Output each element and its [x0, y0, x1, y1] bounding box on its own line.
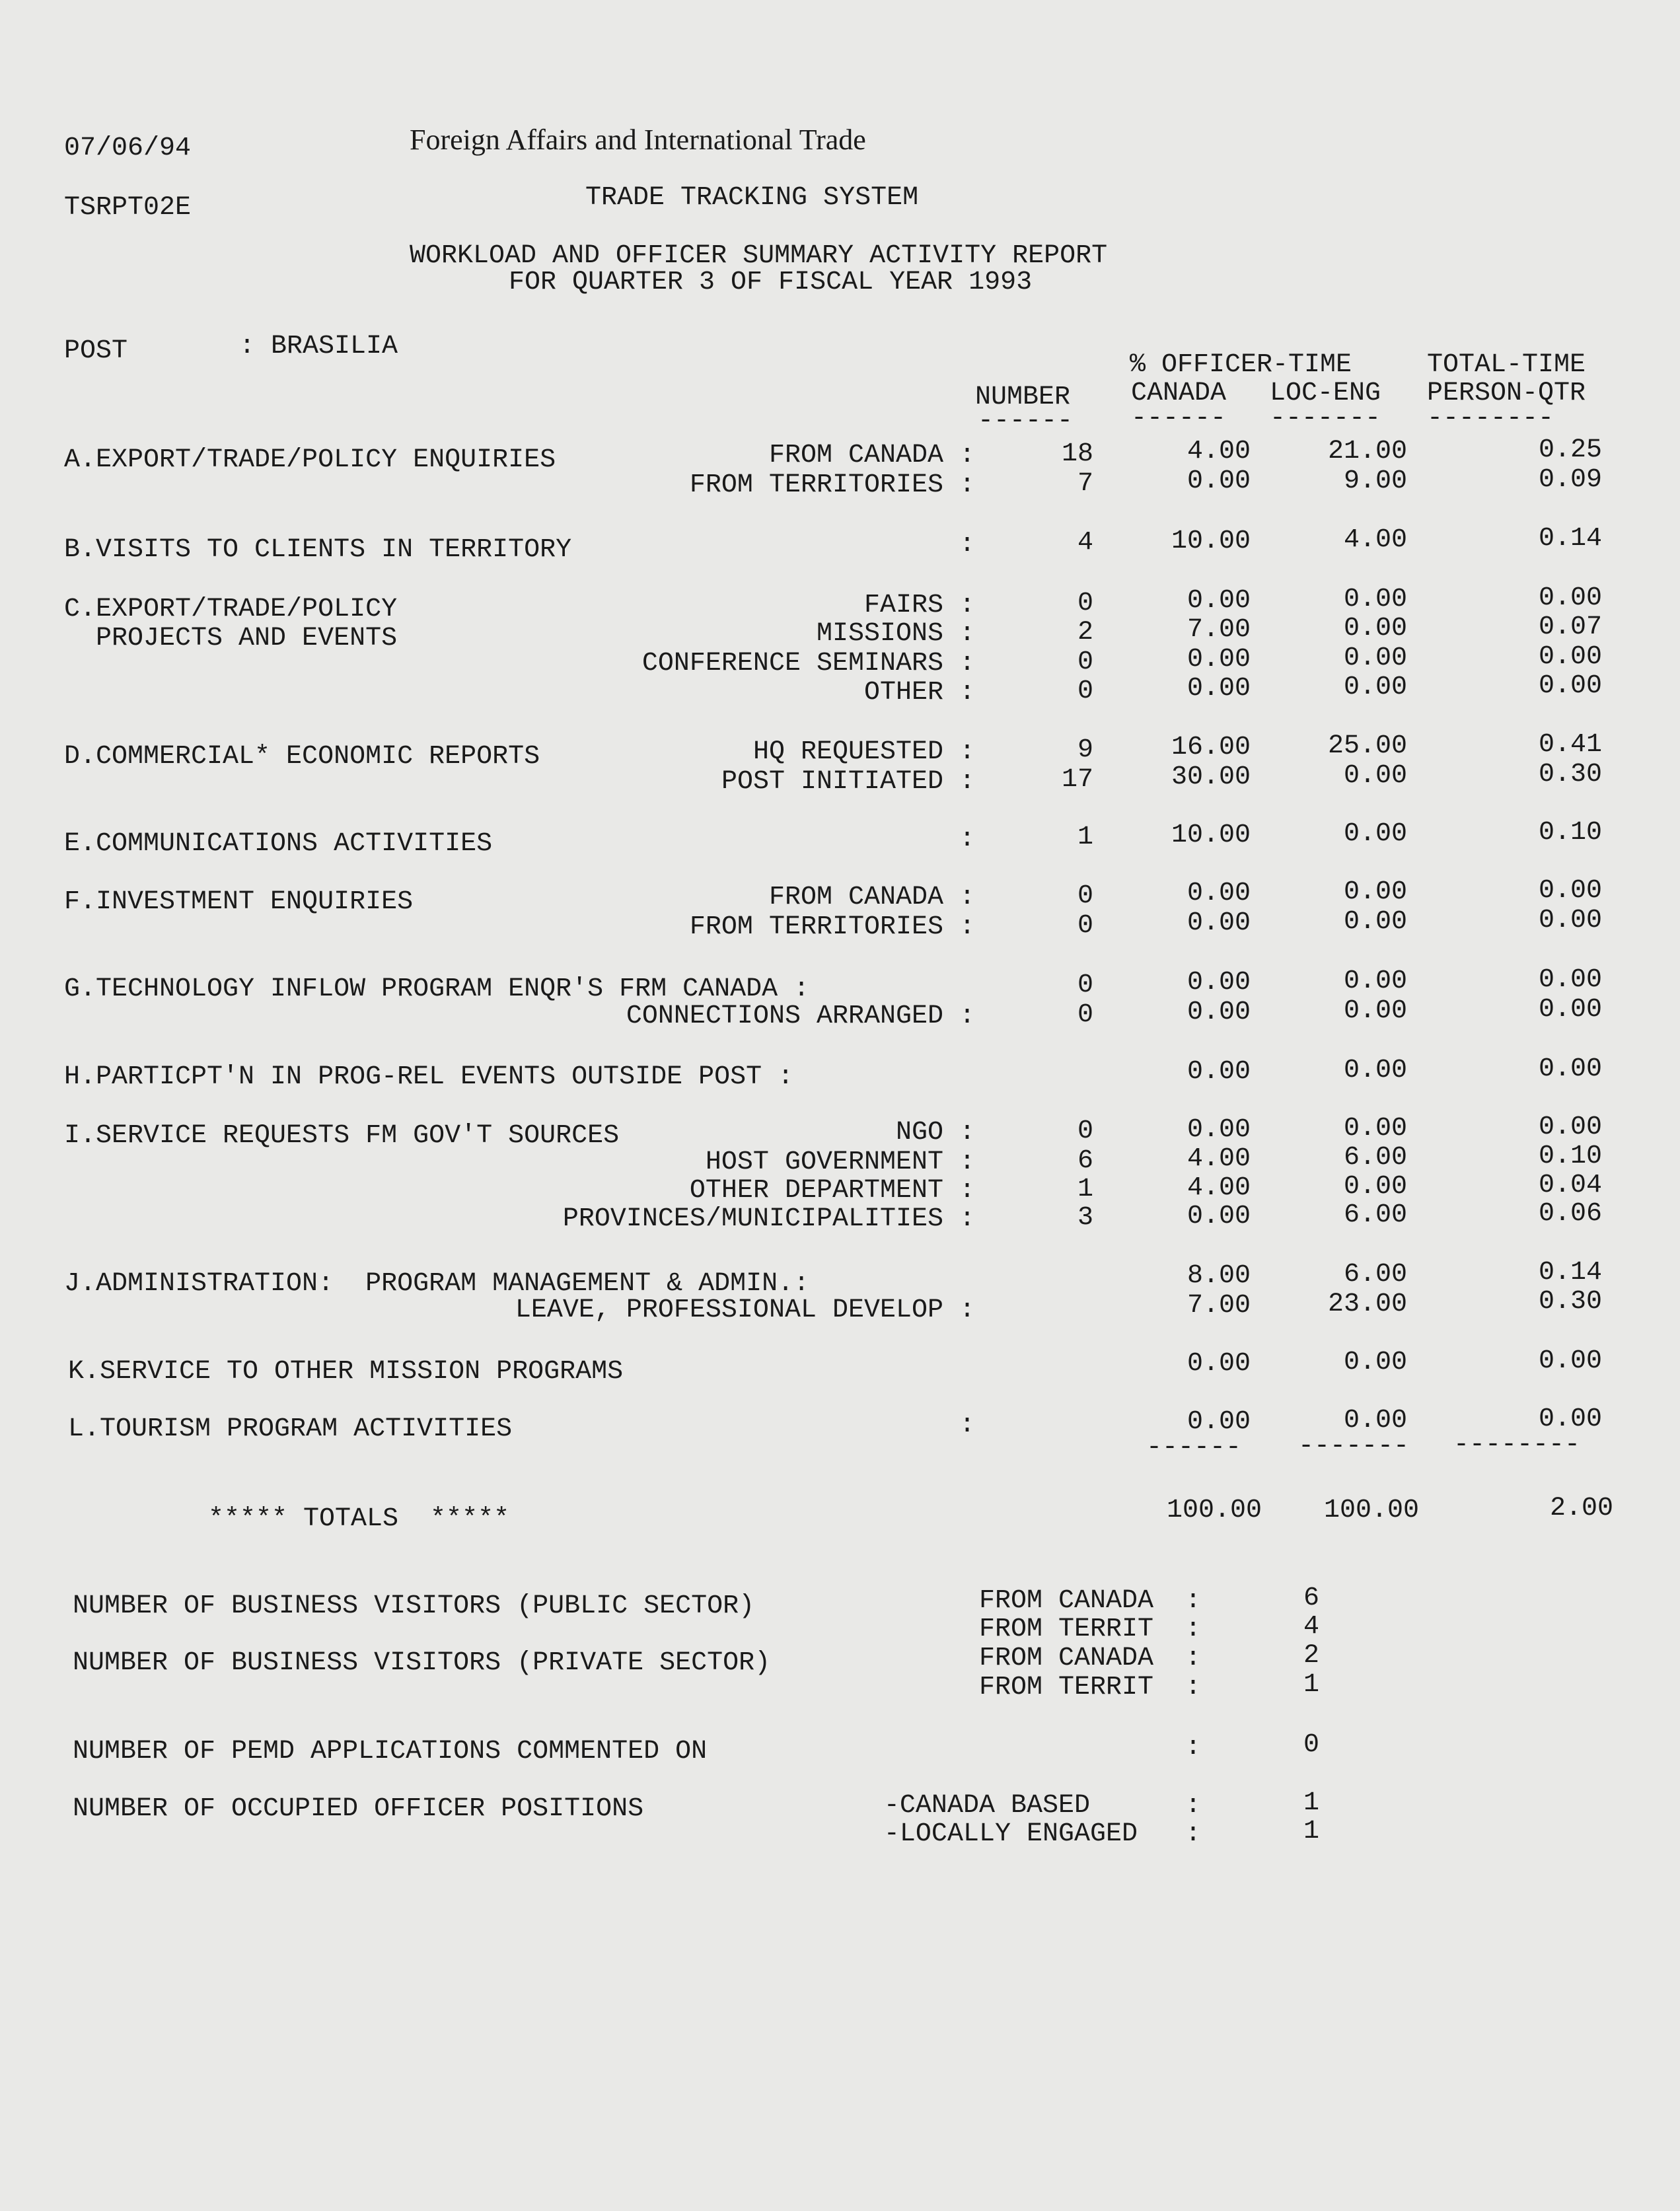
row-person-qtr: 0.00 — [1538, 671, 1602, 701]
row-person-qtr: 0.00 — [1538, 906, 1602, 935]
row-number: 18 — [1061, 439, 1093, 469]
totals-loc-eng: 100.00 — [1323, 1496, 1419, 1525]
row-canada: 0.00 — [1187, 968, 1251, 997]
row-sublabel: : — [959, 824, 975, 854]
row-canada: 0.00 — [1187, 1115, 1251, 1145]
row-sublabel: FROM CANADA : — [768, 441, 975, 470]
row-loc-eng: 9.00 — [1343, 466, 1407, 496]
row-number: 0 — [1077, 1000, 1093, 1030]
row-number: 1 — [1077, 822, 1093, 852]
row-canada: 7.00 — [1187, 615, 1251, 645]
stat-value: 1 — [1303, 1817, 1320, 1846]
row-canada: 0.00 — [1187, 1057, 1251, 1087]
totals-underline-loc-eng: ------- — [1298, 1432, 1410, 1461]
col-header-person-qtr: PERSON-QTR — [1427, 379, 1586, 408]
row-label: PROJECTS AND EVENTS — [64, 624, 398, 653]
stat-label: NUMBER OF BUSINESS VISITORS (PRIVATE SECTOR) — [73, 1648, 771, 1678]
row-sublabel: FROM TERRITORIES : — [689, 470, 975, 500]
row-sublabel: LEAVE, PROFESSIONAL DEVELOP : — [515, 1295, 975, 1325]
row-person-qtr: 0.04 — [1538, 1171, 1602, 1200]
col-underline-number: ------ — [978, 406, 1074, 436]
row-loc-eng: 0.00 — [1343, 819, 1407, 849]
stat-value: 1 — [1303, 1788, 1320, 1818]
row-loc-eng: 21.00 — [1327, 437, 1407, 466]
row-number: 0 — [1077, 647, 1093, 677]
col-underline-loc-eng: ------- — [1270, 404, 1381, 433]
row-loc-eng: 0.00 — [1343, 1348, 1407, 1377]
row-sublabel: OTHER : — [863, 678, 975, 707]
row-loc-eng: 0.00 — [1343, 1056, 1407, 1085]
row-canada: 0.00 — [1187, 997, 1251, 1027]
row-label: C.EXPORT/TRADE/POLICY — [64, 595, 398, 624]
row-label: A.EXPORT/TRADE/POLICY ENQUIRIES — [64, 445, 556, 475]
stat-sublabel: FROM TERRIT : — [978, 1614, 1201, 1644]
row-person-qtr: 0.00 — [1538, 1346, 1602, 1376]
col-header-pct-officer-time: % OFFICER-TIME — [1130, 350, 1352, 380]
row-canada: 0.00 — [1187, 1349, 1251, 1379]
row-loc-eng: 6.00 — [1343, 1143, 1407, 1173]
row-canada: 4.00 — [1187, 1144, 1251, 1174]
row-canada: 0.00 — [1187, 674, 1251, 704]
row-canada: 0.00 — [1187, 1407, 1251, 1437]
row-number: 0 — [1077, 970, 1093, 1000]
stat-sublabel: -LOCALLY ENGAGED : — [883, 1819, 1201, 1849]
col-header-number: NUMBER — [975, 382, 1071, 412]
row-canada: 0.00 — [1187, 645, 1251, 674]
col-header-canada: CANADA — [1131, 379, 1227, 408]
row-canada: 30.00 — [1171, 762, 1251, 792]
col-underline-canada: ------ — [1131, 404, 1227, 433]
row-label: B.VISITS TO CLIENTS IN TERRITORY — [64, 535, 572, 565]
report-date: 07/06/94 — [64, 133, 192, 163]
row-person-qtr: 0.00 — [1538, 1112, 1602, 1142]
row-canada: 16.00 — [1171, 733, 1251, 762]
row-loc-eng: 0.00 — [1343, 907, 1407, 937]
row-loc-eng: 25.00 — [1327, 731, 1407, 761]
report-title: WORKLOAD AND OFFICER SUMMARY ACTIVITY REPORT — [410, 241, 1108, 271]
row-sublabel: : — [959, 530, 975, 560]
row-number: 4 — [1077, 528, 1093, 558]
stat-label: NUMBER OF PEMD APPLICATIONS COMMENTED ON — [73, 1737, 708, 1766]
row-person-qtr: 0.00 — [1538, 583, 1602, 613]
row-canada: 0.00 — [1187, 586, 1251, 616]
row-person-qtr: 0.00 — [1538, 642, 1602, 672]
row-person-qtr: 0.00 — [1538, 965, 1602, 995]
stat-sublabel: FROM TERRIT : — [978, 1673, 1201, 1702]
row-person-qtr: 0.00 — [1538, 995, 1602, 1025]
row-number: 0 — [1077, 1116, 1093, 1146]
row-loc-eng: 0.00 — [1343, 643, 1407, 673]
row-loc-eng: 0.00 — [1343, 877, 1407, 907]
totals-label: ***** TOTALS ***** — [208, 1504, 510, 1534]
row-number: 6 — [1077, 1146, 1093, 1176]
row-person-qtr: 0.09 — [1538, 465, 1602, 495]
row-number: 3 — [1077, 1203, 1093, 1233]
row-label: I.SERVICE REQUESTS FM GOV'T SOURCES — [64, 1121, 620, 1151]
row-label: E.COMMUNICATIONS ACTIVITIES — [64, 829, 493, 859]
row-number: 0 — [1077, 911, 1093, 941]
row-person-qtr: 0.10 — [1538, 818, 1602, 848]
report-code: TSRPT02E — [64, 193, 192, 223]
row-sublabel: HOST GOVERNMENT : — [705, 1147, 975, 1177]
row-person-qtr: 0.00 — [1538, 876, 1602, 906]
stat-sublabel: FROM CANADA : — [978, 1644, 1201, 1673]
row-number: 1 — [1077, 1175, 1093, 1204]
row-loc-eng: 6.00 — [1343, 1260, 1407, 1289]
col-header-loc-eng: LOC-ENG — [1270, 379, 1381, 408]
row-canada: 0.00 — [1187, 879, 1251, 908]
row-person-qtr: 0.30 — [1538, 1287, 1602, 1317]
system-name: TRADE TRACKING SYSTEM — [585, 183, 919, 213]
row-loc-eng: 6.00 — [1343, 1200, 1407, 1230]
totals-person-qtr: 2.00 — [1549, 1494, 1613, 1523]
stat-value: 6 — [1303, 1583, 1320, 1613]
row-sublabel: : — [959, 1410, 975, 1440]
col-header-total-time: TOTAL-TIME — [1427, 350, 1586, 380]
row-canada: 10.00 — [1171, 820, 1251, 850]
row-sublabel: CONFERENCE SEMINARS : — [641, 649, 975, 678]
row-canada: 0.00 — [1187, 908, 1251, 938]
row-sublabel: FAIRS : — [863, 591, 975, 620]
stat-label: NUMBER OF OCCUPIED OFFICER POSITIONS — [73, 1794, 644, 1824]
stat-value: 1 — [1303, 1670, 1320, 1700]
row-sublabel: PROVINCES/MUNICIPALITIES : — [562, 1204, 975, 1234]
row-loc-eng: 0.00 — [1343, 761, 1407, 791]
row-label: F.INVESTMENT ENQUIRIES — [64, 887, 414, 917]
stat-sublabel: -CANADA BASED : — [883, 1791, 1201, 1821]
row-person-qtr: 0.06 — [1538, 1199, 1602, 1229]
stat-sublabel: FROM CANADA : — [978, 1586, 1201, 1616]
row-label: K.SERVICE TO OTHER MISSION PROGRAMS — [68, 1357, 624, 1387]
row-sublabel: NGO : — [895, 1118, 975, 1147]
totals-underline-canada: ------ — [1146, 1433, 1242, 1463]
report-subtitle: FOR QUARTER 3 OF FISCAL YEAR 1993 — [509, 268, 1033, 297]
row-person-qtr: 0.07 — [1538, 612, 1602, 642]
totals-underline-person-qtr: -------- — [1453, 1430, 1581, 1460]
row-loc-eng: 23.00 — [1327, 1289, 1407, 1319]
totals-canada: 100.00 — [1166, 1496, 1262, 1525]
row-person-qtr: 0.14 — [1538, 524, 1602, 554]
row-number: 0 — [1077, 589, 1093, 618]
row-loc-eng: 0.00 — [1343, 672, 1407, 702]
row-number: 7 — [1077, 469, 1093, 499]
row-label: H.PARTICPT'N IN PROG-REL EVENTS OUTSIDE POST : — [64, 1062, 794, 1092]
row-canada: 4.00 — [1187, 437, 1251, 466]
row-person-qtr: 0.14 — [1538, 1258, 1602, 1287]
row-loc-eng: 0.00 — [1343, 1406, 1407, 1435]
col-underline-person-qtr: -------- — [1427, 404, 1554, 433]
row-sublabel: FROM TERRITORIES : — [689, 912, 975, 942]
row-canada: 0.00 — [1187, 1202, 1251, 1231]
row-canada: 10.00 — [1171, 526, 1251, 556]
post-label: POST — [64, 336, 128, 366]
row-loc-eng: 4.00 — [1343, 525, 1407, 555]
row-person-qtr: 0.41 — [1538, 730, 1602, 760]
row-number: 0 — [1077, 881, 1093, 911]
post-value: : BRASILIA — [239, 332, 398, 361]
row-loc-eng: 0.00 — [1343, 1172, 1407, 1202]
row-number: 17 — [1061, 765, 1093, 795]
stat-value: 2 — [1303, 1641, 1320, 1671]
stat-label: NUMBER OF BUSINESS VISITORS (PUBLIC SECTOR) — [73, 1591, 755, 1621]
row-canada: 7.00 — [1187, 1291, 1251, 1321]
row-loc-eng: 0.00 — [1343, 614, 1407, 643]
row-label: G.TECHNOLOGY INFLOW PROGRAM ENQR'S FRM CANADA : — [64, 974, 810, 1004]
row-sublabel: MISSIONS : — [816, 619, 975, 649]
row-sublabel: OTHER DEPARTMENT : — [689, 1176, 975, 1206]
row-loc-eng: 0.00 — [1343, 966, 1407, 996]
row-label: D.COMMERCIAL* ECONOMIC REPORTS — [64, 742, 540, 772]
row-canada: 4.00 — [1187, 1173, 1251, 1203]
row-label: L.TOURISM PROGRAM ACTIVITIES — [68, 1414, 513, 1444]
row-person-qtr: 0.25 — [1538, 435, 1602, 465]
row-sublabel: HQ REQUESTED : — [752, 737, 975, 767]
row-loc-eng: 0.00 — [1343, 996, 1407, 1026]
row-sublabel: CONNECTIONS ARRANGED : — [626, 1001, 975, 1031]
row-canada: 8.00 — [1187, 1261, 1251, 1291]
stat-value: 4 — [1303, 1612, 1320, 1642]
stat-sublabel: : — [1185, 1733, 1201, 1762]
row-number: 2 — [1077, 618, 1093, 647]
row-person-qtr: 0.10 — [1538, 1142, 1602, 1171]
row-loc-eng: 0.00 — [1343, 1114, 1407, 1143]
row-sublabel: POST INITIATED : — [721, 767, 975, 797]
row-label: J.ADMINISTRATION: PROGRAM MANAGEMENT & ADMIN.: — [64, 1269, 810, 1299]
row-loc-eng: 0.00 — [1343, 585, 1407, 614]
row-person-qtr: 0.30 — [1538, 760, 1602, 789]
row-number: 9 — [1077, 735, 1093, 765]
row-person-qtr: 0.00 — [1538, 1404, 1602, 1434]
stat-value: 0 — [1303, 1730, 1320, 1760]
department-name: Foreign Affairs and International Trade — [410, 124, 866, 156]
row-canada: 0.00 — [1187, 466, 1251, 496]
row-person-qtr: 0.00 — [1538, 1054, 1602, 1084]
row-number: 0 — [1077, 676, 1093, 706]
row-sublabel: FROM CANADA : — [768, 883, 975, 912]
